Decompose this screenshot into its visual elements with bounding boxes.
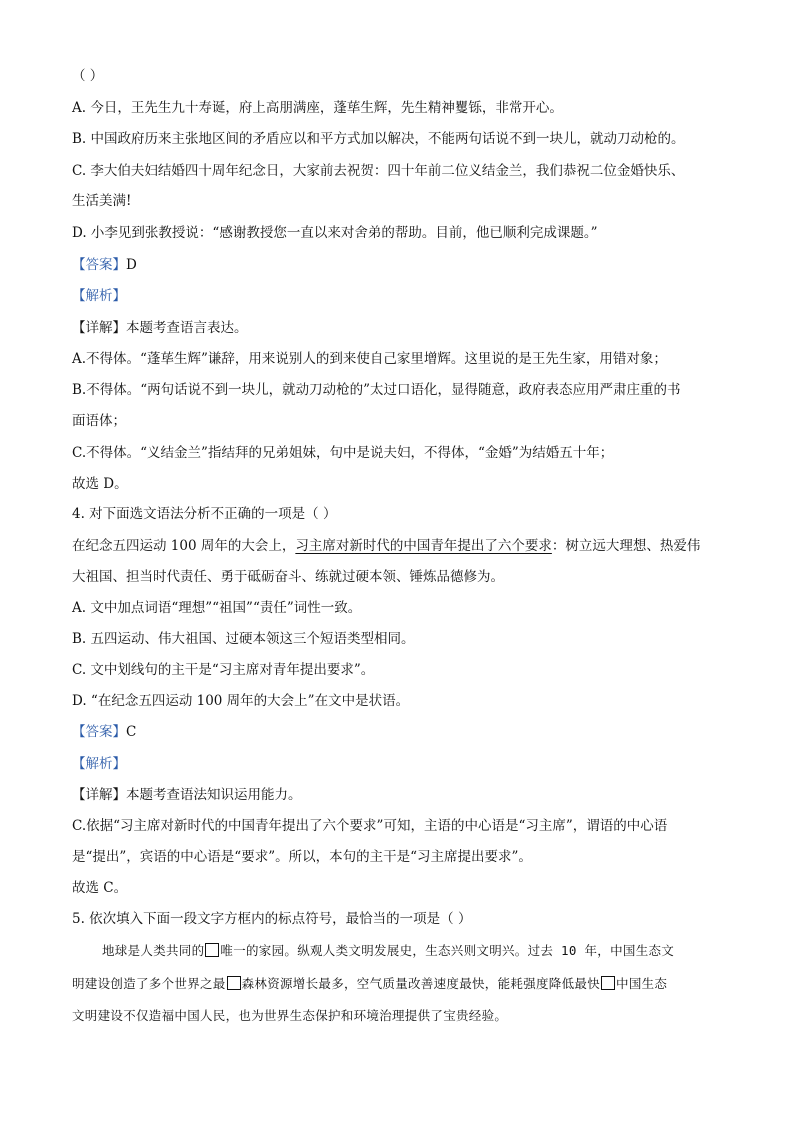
passage-part: 唯一的家园。纵观人类文明发展史，生态兴则文明兴。过去 10 年，中国生态文	[220, 943, 675, 958]
passage-part: 明建设创造了多个世界之最	[72, 976, 226, 991]
detail-tag: 【详解】	[72, 320, 126, 336]
blank-box	[227, 976, 241, 990]
passage-part: 中国生态	[616, 976, 668, 991]
answer-tag: 【答案】	[72, 257, 126, 273]
q5-passage-line3: 文明建设不仅造福中国人民，也为世界生态保护和环境治理提供了宝贵经验。	[72, 1008, 508, 1023]
detail-text: 本题考查语法知识运用能力。	[126, 787, 302, 803]
underlined-sentence: 习主席对新时代的中国青年提出了六个要求	[295, 538, 552, 554]
passage-part: 森林资源增长最多，空气质量改善速度最快，能耗强度降低最快	[241, 976, 601, 991]
q4-explain-line1: C.依据“习主席对新时代的中国青年提出了六个要求”可知，主语的中心语是“习主席”，谓语的中心语	[72, 818, 668, 834]
detail-text: 本题考查语言表达。	[126, 320, 248, 336]
q3-option-a: A. 今日，王先生九十寿诞，府上高朋满座，蓬荜生辉，先生精神矍铄，非常开心。	[72, 100, 563, 116]
q4-conclusion: 故选 C。	[72, 880, 128, 896]
q3-detail	[72, 318, 248, 338]
blank-box	[205, 943, 219, 957]
q3-answer	[72, 255, 137, 275]
q5-stem: 5. 依次填入下面一段文字方框内的标点符号，最恰当的一项是（ ）	[72, 911, 472, 927]
detail-tag: 【详解】	[72, 787, 126, 803]
q3-option-c-line2: 生活美满!	[72, 193, 132, 209]
q3-explain-a: A.不得体。“蓬荜生辉”谦辞，用来说别人的到来使自己家里增辉。这里说的是王先生家，用错对象；	[72, 351, 667, 367]
q3-conclusion: 故选 D。	[72, 476, 128, 492]
answer-value: D	[126, 257, 137, 273]
q3-analysis-tag: 【解析】	[72, 288, 126, 304]
passage-suffix: ：树立远大理想、热爱伟	[551, 538, 701, 554]
q4-option-b: B. 五四运动、伟大祖国、过硬本领这三个短语类型相同。	[72, 631, 415, 647]
q3-option-d: D. 小李见到张教授说：“感谢教授您一直以来对舍弟的帮助。目前，他已顺利完成课题。”	[72, 225, 598, 241]
q3-option-b: B. 中国政府历来主张地区间的矛盾应以和平方式加以解决，不能两句话说不到一块儿，就动刀动枪的。	[72, 131, 685, 147]
q4-option-c: C. 文中划线句的主干是“习主席对青年提出要求”。	[72, 662, 375, 678]
q3-explain-b-line2: 面语体；	[72, 413, 126, 429]
q4-option-d: D. “在纪念五四运动 100 周年的大会上”在文中是状语。	[72, 693, 410, 709]
q4-passage-line2: 大祖国、担当时代责任、勇于砥砺奋斗、练就过硬本领、锤炼品德修为。	[72, 569, 504, 585]
q4-detail	[72, 785, 302, 805]
q4-stem: 4. 对下面选文语法分析不正确的一项是（ ）	[72, 506, 337, 522]
q4-answer	[72, 722, 136, 742]
q4-option-a: A. 文中加点词语“理想”“祖国”“责任”词性一致。	[72, 600, 362, 616]
q4-passage-line1	[72, 536, 700, 556]
q3-option-c-line1: C. 李大伯夫妇结婚四十周年纪念日，大家前去祝贺：四十年前二位义结金兰，我们恭祝二位金婚快乐、	[72, 163, 685, 179]
q3-paren: （ ）	[72, 68, 104, 84]
answer-value: C	[126, 724, 137, 740]
blank-box	[601, 976, 615, 990]
q5-passage-line2	[72, 974, 667, 994]
q3-explain-b-line1: B.不得体。“两句话说不到一块儿，就动刀动枪的”太过口语化，显得随意，政府表态应用严肃庄重的书	[72, 382, 681, 398]
q4-explain-line2: 是“提出”，宾语的中心语是“要求”。所以，本句的主干是“习主席提出要求”。	[72, 849, 532, 865]
answer-tag: 【答案】	[72, 724, 126, 740]
q4-analysis-tag: 【解析】	[72, 756, 126, 772]
q3-explain-c: C.不得体。“义结金兰”指结拜的兄弟姐妹，句中是说夫妇，不得体，“金婚”为结婚五十年；	[72, 445, 614, 461]
passage-part: 地球是人类共同的	[102, 943, 205, 958]
passage-prefix: 在纪念五四运动 100 周年的大会上，	[72, 538, 296, 554]
q5-passage-line1	[102, 941, 674, 961]
